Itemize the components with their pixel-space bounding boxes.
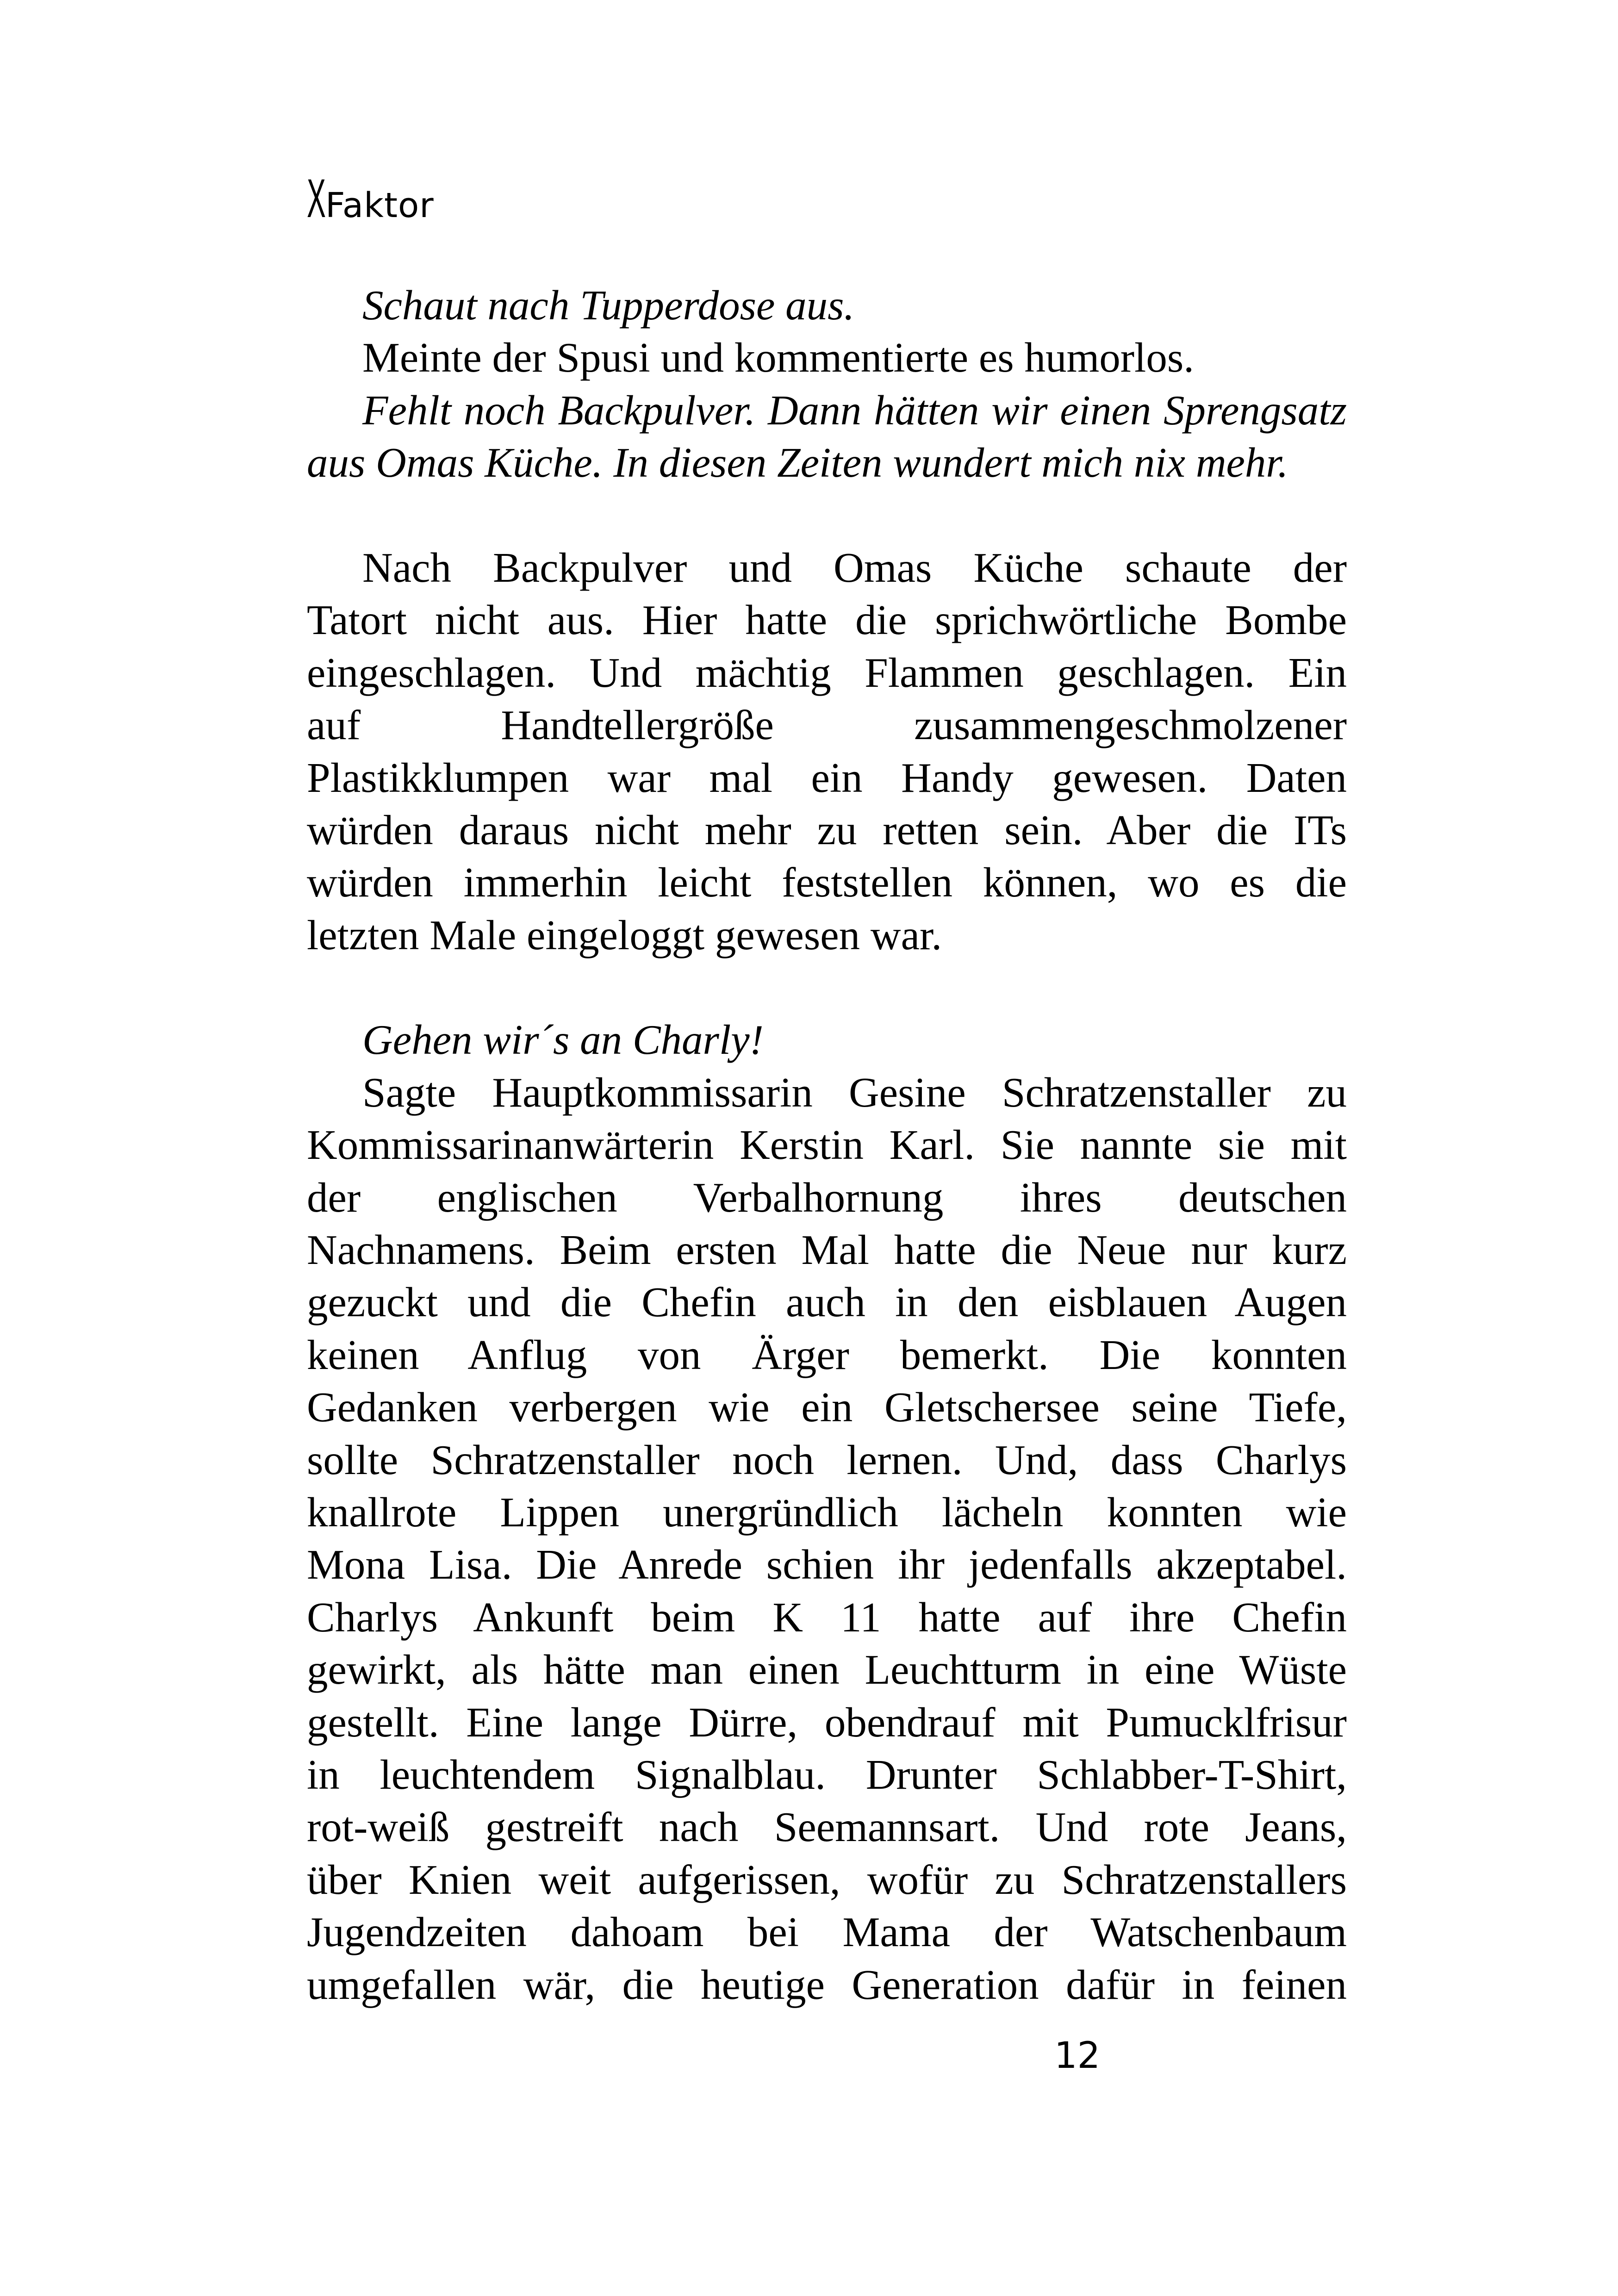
- text-line: letzten Male eingeloggt gewesen war.: [307, 911, 942, 958]
- header-title: Faktor: [325, 186, 434, 225]
- text-line: Mona Lisa. Die Anrede schien ihr jedenfalls akzeptabel.: [307, 1541, 1347, 1588]
- text-line: würden daraus nicht mehr zu retten sein. Aber die ITs: [307, 806, 1347, 853]
- running-header: [307, 168, 434, 229]
- text-line: gezuckt und die Chefin auch in den eisblauen Augen: [307, 1279, 1347, 1326]
- text-line: über Knien weit aufgerissen, wofür zu Schratzenstallers: [307, 1856, 1347, 1903]
- text-line: umgefallen wär, die heutige Generation dafür in feinen: [307, 1961, 1347, 2008]
- text-line: knallrote Lippen unergründlich lächeln konnten wie: [307, 1488, 1347, 1536]
- text-line: Nachnamens. Beim ersten Mal hatte die Neue nur kurz: [307, 1226, 1347, 1274]
- text-line: in leuchtendem Signalblau. Drunter Schlabber-T-Shirt,: [307, 1751, 1347, 1798]
- text-line: Kommissarinanwärterin Kerstin Karl. Sie nannte sie mit: [307, 1121, 1347, 1169]
- text-line: gewirkt, als hätte man einen Leuchtturm in eine Wüste: [307, 1646, 1347, 1693]
- body-text: [307, 279, 1347, 2011]
- text-line: rot-weiß gestreift nach Seemannsart. Und rote Jeans,: [307, 1804, 1347, 1851]
- page-number: 12: [1054, 2035, 1101, 2077]
- text-line: aus Omas Küche. In diesen Zeiten wundert mich nix mehr.: [307, 439, 1288, 486]
- text-line: Sagte Hauptkommissarin Gesine Schratzenstaller zu: [362, 1069, 1347, 1116]
- blank-line: [307, 489, 1347, 541]
- text-line: keinen Anflug von Ärger bemerkt. Die konnten: [307, 1331, 1347, 1378]
- text-line: eingeschlagen. Und mächtig Flammen geschlagen. Ein: [307, 649, 1347, 696]
- text-line: sollte Schratzenstaller noch lernen. Und, dass Charlys: [307, 1436, 1347, 1483]
- text-line: Charlys Ankunft beim K 11 hatte auf ihre Chefin: [307, 1593, 1347, 1641]
- text-line: würden immerhin leicht feststellen können, wo es die: [307, 859, 1347, 906]
- text-line: Fehlt noch Backpulver. Dann hätten wir einen Sprengsatz: [362, 386, 1347, 434]
- blank-line: [307, 961, 1347, 1014]
- text-line: Nach Backpulver und Omas Küche schaute der: [362, 544, 1347, 591]
- text-line: der englischen Verbalhornung ihres deutschen: [307, 1174, 1347, 1221]
- text-line: Jugendzeiten dahoam bei Mama der Watschenbaum: [307, 1909, 1347, 1956]
- text-line: auf Handtellergröße zusammengeschmolzener: [307, 702, 1347, 749]
- text-line: Gehen wir´s an Charly!: [362, 1016, 764, 1064]
- header-logo-x: X: [307, 168, 326, 229]
- text-line: gestellt. Eine lange Dürre, obendrauf mit Pumucklfrisur: [307, 1699, 1347, 1746]
- text-line: Meinte der Spusi und kommentierte es humorlos.: [362, 334, 1194, 381]
- text-line: Plastikklumpen war mal ein Handy gewesen. Daten: [307, 754, 1347, 801]
- text-line: Gedanken verbergen wie ein Gletschersee seine Tiefe,: [307, 1384, 1347, 1431]
- text-line: Schaut nach Tupperdose aus.: [362, 282, 855, 329]
- text-line: Tatort nicht aus. Hier hatte die sprichwörtliche Bombe: [307, 597, 1347, 644]
